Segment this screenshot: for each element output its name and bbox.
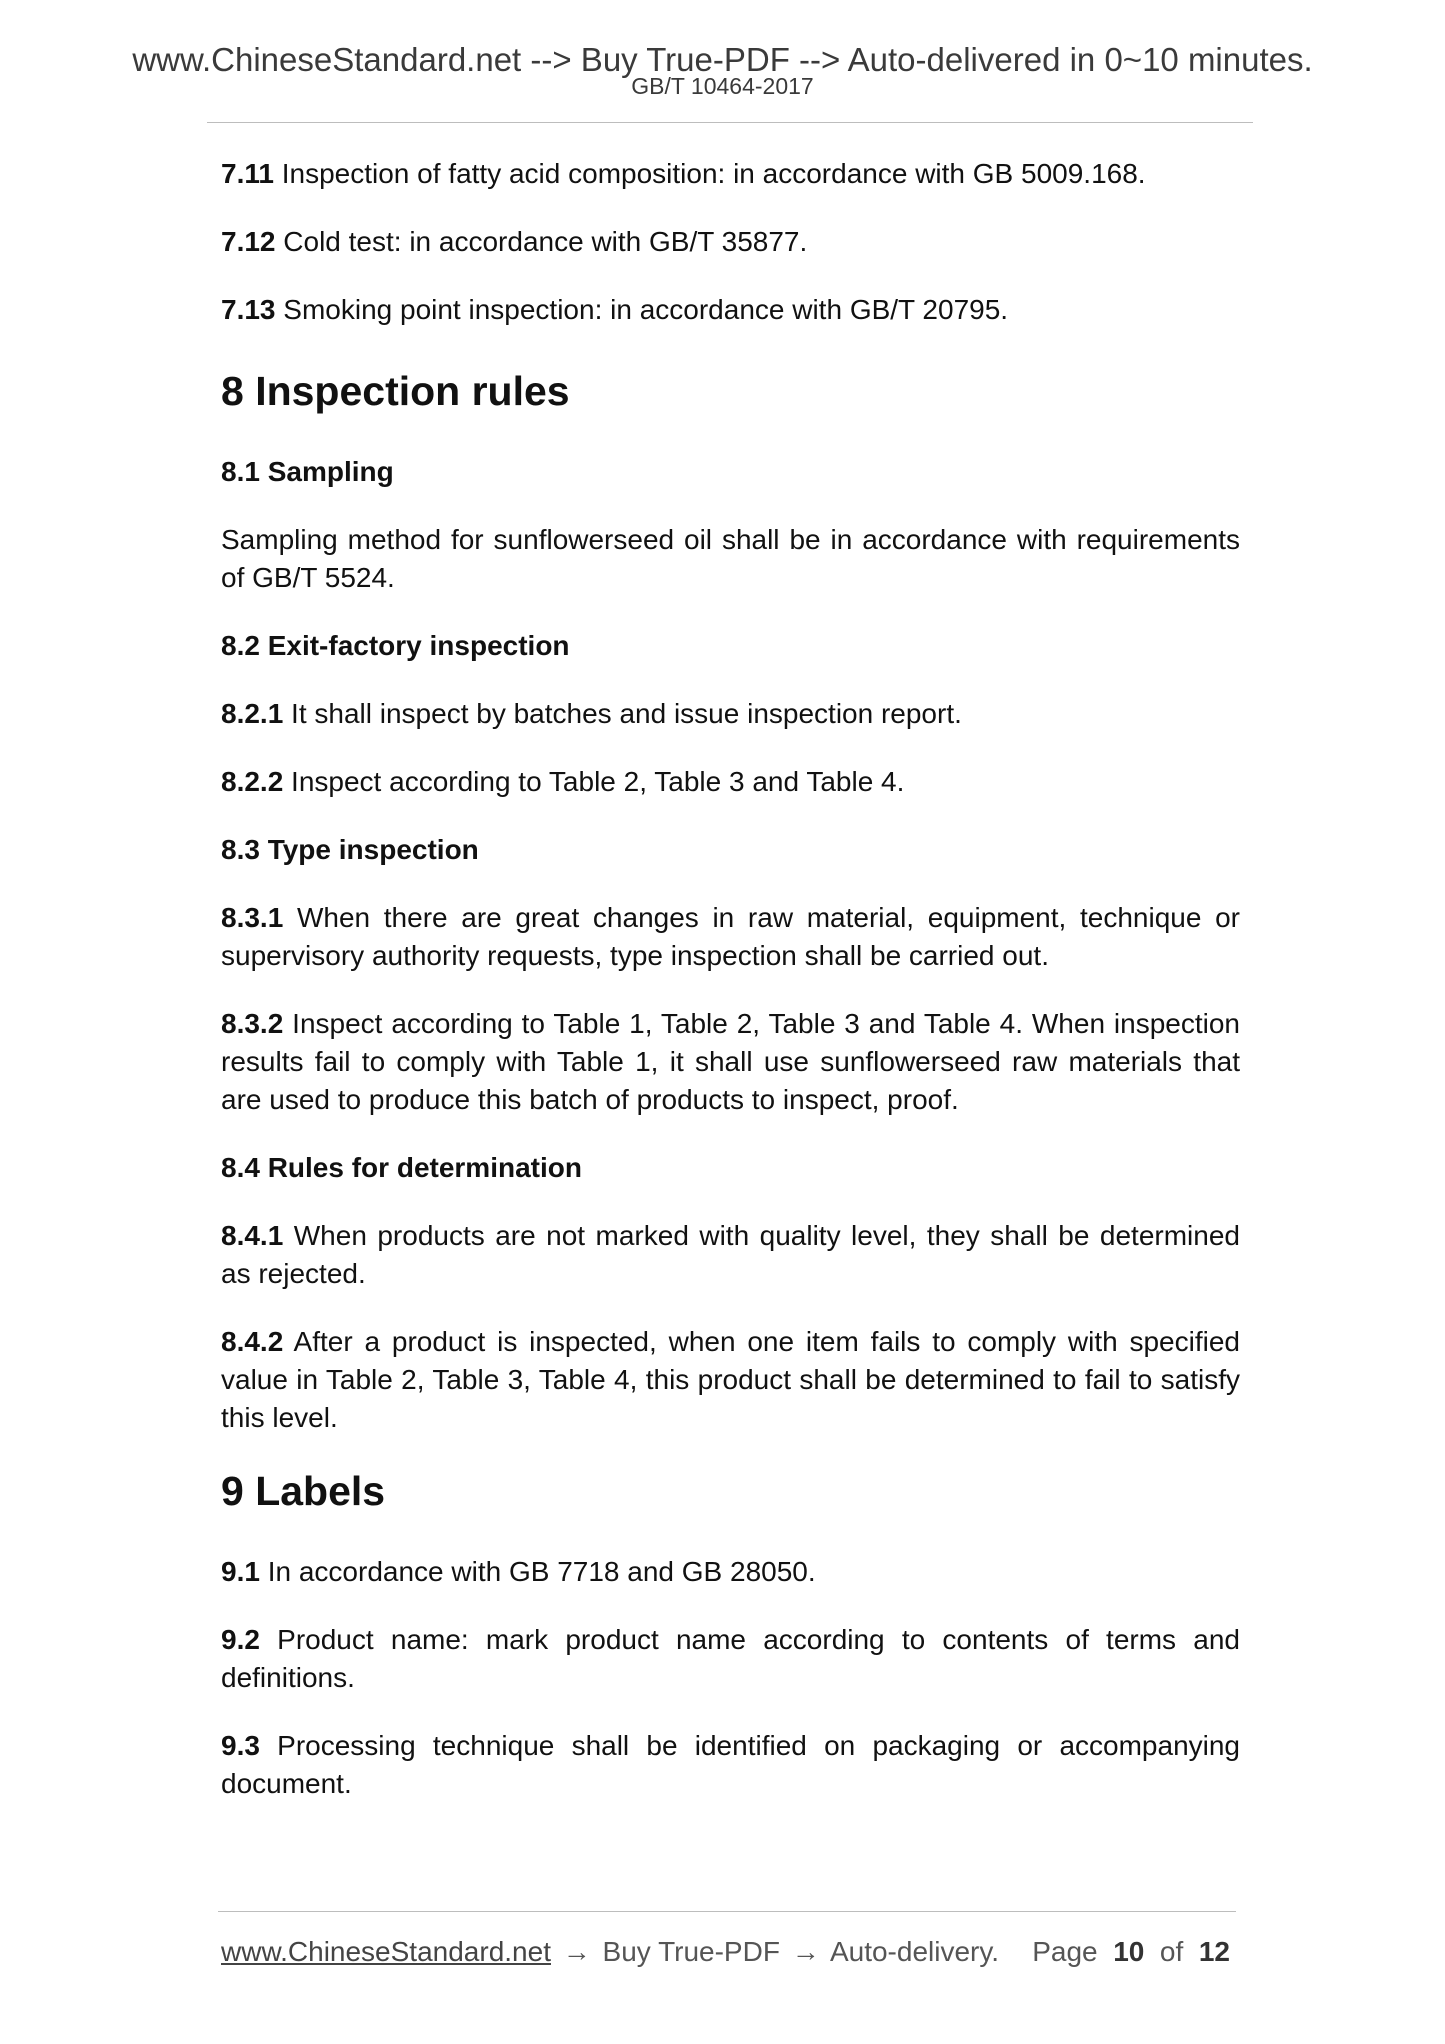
arrow-right-icon: →: [791, 1936, 820, 1967]
header-divider: [207, 122, 1253, 123]
subsection-8-3-heading: 8.3 Type inspection: [221, 834, 479, 865]
clause-8-4-2: [221, 1323, 1240, 1437]
clause-number: 8.3.1: [221, 902, 284, 933]
clause-text: Inspection of fatty acid composition: in accordance with GB 5009.168.: [273, 158, 1146, 189]
subsection-8-1-heading: 8.1 Sampling: [221, 456, 394, 487]
clause-text: Inspect according to Table 2, Table 3 and Table 4.: [283, 766, 905, 797]
clause-number: 7.12: [221, 226, 276, 257]
clause-number: 8.3.2: [221, 1008, 284, 1039]
page-label: Page: [1032, 1936, 1098, 1967]
total-pages: 12: [1198, 1936, 1230, 1967]
clause-number: 7.11: [221, 158, 274, 189]
subsection-8-2-heading: 8.2 Exit-factory inspection: [221, 630, 570, 661]
clause-number: 8.2.2: [221, 766, 284, 797]
clause-text: Processing technique shall be identified on packaging or accompanying document.: [221, 1730, 1240, 1799]
footer-divider: [218, 1911, 1236, 1912]
clause-text: Product name: mark product name according to contents of terms and definitions.: [221, 1624, 1240, 1693]
clause-text: After a product is inspected, when one item fails to comply with specified value in Table 2, Table 3, Table 4, this product shall be determined to fail to satisfy this level.: [221, 1326, 1240, 1433]
section-9-heading: 9 Labels: [221, 1468, 386, 1514]
clause-text: Cold test: in accordance with GB/T 35877.: [275, 226, 808, 257]
clause-number: 8.4.2: [221, 1326, 284, 1357]
clause-9-3: [221, 1727, 1240, 1803]
clause-8-3-1: [221, 899, 1240, 975]
clause-text: It shall inspect by batches and issue inspection report.: [283, 698, 962, 729]
footer-site-link[interactable]: www.ChineseStandard.net: [221, 1936, 551, 1967]
clause-9-2: [221, 1621, 1240, 1697]
clause-text: Smoking point inspection: in accordance with GB/T 20795.: [275, 294, 1009, 325]
page-footer: [221, 1932, 1236, 1972]
clause-text: In accordance with GB 7718 and GB 28050.: [259, 1556, 816, 1587]
document-body: [221, 155, 1240, 1833]
clause-8-2-2: [221, 763, 1240, 801]
clause-8-2-1: [221, 695, 1240, 733]
clause-number: 9.3: [221, 1730, 260, 1761]
clause-number: 7.13: [221, 294, 276, 325]
footer-buy-text: Buy True-PDF: [602, 1936, 780, 1967]
footer-delivery-text: Auto-delivery.: [829, 1936, 1000, 1967]
clause-number: 9.2: [221, 1624, 260, 1655]
page-number: [1032, 1932, 1230, 1972]
clause-number: 9.1: [221, 1556, 260, 1587]
header-banner[interactable]: www.ChineseStandard.net --> Buy True-PDF --> Auto-delivered in 0~10 minutes.: [132, 41, 1313, 78]
subsection-8-4-heading: 8.4 Rules for determination: [221, 1152, 582, 1183]
clause-7-13: [221, 291, 1240, 329]
clause-7-11: [221, 155, 1240, 193]
clause-text: When there are great changes in raw material, equipment, technique or supervisory authority requests, type inspection shall be carried out.: [221, 902, 1240, 971]
document-code: GB/T 10464-2017: [631, 73, 814, 99]
page-of-label: of: [1159, 1936, 1184, 1967]
clause-8-1-text: Sampling method for sunflowerseed oil shall be in accordance with requirements of GB/T 5524.: [221, 524, 1240, 593]
current-page: 10: [1113, 1936, 1145, 1967]
arrow-right-icon: →: [562, 1936, 591, 1967]
clause-number: 8.4.1: [221, 1220, 284, 1251]
clause-9-1: [221, 1553, 1240, 1591]
section-8-heading: 8 Inspection rules: [221, 368, 570, 414]
clause-8-3-2: [221, 1005, 1240, 1119]
clause-7-12: [221, 223, 1240, 261]
clause-text: Inspect according to Table 1, Table 2, Table 3 and Table 4. When inspection results fail to comply with Table 1, it shall use sunflowerseed raw materials that are used to produce this batch of products to inspect, proof.: [221, 1008, 1240, 1115]
clause-text: When products are not marked with quality level, they shall be determined as rejected.: [221, 1220, 1240, 1289]
clause-number: 8.2.1: [221, 698, 284, 729]
clause-8-4-1: [221, 1217, 1240, 1293]
